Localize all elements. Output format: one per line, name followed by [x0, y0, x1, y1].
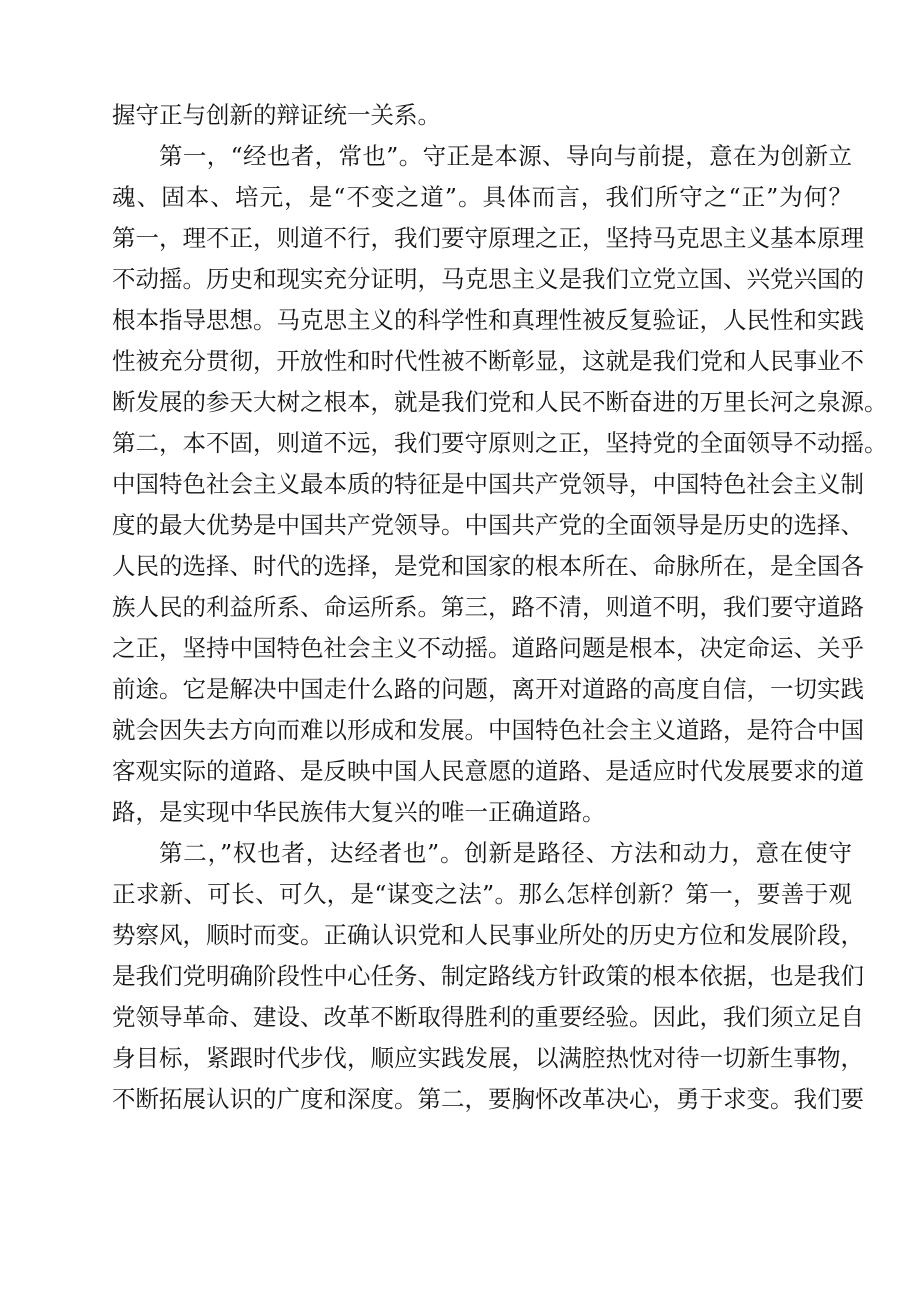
text-line: 前途。它是解决中国走什么路的问题，离开对道路的高度自信，一切实践	[112, 675, 864, 703]
text-line: 正求新、可长、可久，是“谋变之法”。那么怎样创新？第一，要善于观	[112, 880, 852, 908]
text-line: 之正，坚持中国特色社会主义不动摇。道路问题是根本，决定命运、关乎	[112, 634, 864, 662]
text-line: 党领导革命、建设、改革不断取得胜利的重要经验。因此，我们须立足自	[112, 1003, 864, 1031]
text-line: 身目标，紧跟时代步伐，顺应实践发展，以满腔热忱对待一切新生事物，	[112, 1044, 864, 1072]
body-text	[112, 95, 888, 1120]
text-line: 魂、固本、培元，是“不变之道”。具体而言，我们所守之“正”为何？	[112, 183, 852, 211]
text-line: 势察风，顺时而变。正确认识党和人民事业所处的历史方位和发展阶段，	[112, 921, 864, 949]
text-line: 握守正与创新的辩证统一关系。	[112, 101, 441, 129]
text-line: 中国特色社会主义最本质的特征是中国共产党领导，中国特色社会主义制	[112, 470, 864, 498]
paragraph-end-line: 路，是实现中华民族伟大复兴的唯一正确道路。	[112, 798, 606, 826]
text-line: 人民的选择、时代的选择，是党和国家的根本所在、命脉所在，是全国各	[112, 552, 864, 580]
text-line: 断发展的参天大树之根本，就是我们党和人民不断奋进的万里长河之泉源。	[112, 388, 888, 416]
text-line: 不动摇。历史和现实充分证明，马克思主义是我们立党立国、兴党兴国的	[112, 265, 864, 293]
text-line: 就会因失去方向而难以形成和发展。中国特色社会主义道路，是符合中国	[112, 716, 864, 744]
paragraph-start-line: 第一，“经也者，常也”。守正是本源、导向与前提，意在为创新立	[159, 142, 852, 170]
text-line: 族人民的利益所系、命运所系。第三，路不清，则道不明，我们要守道路	[112, 593, 864, 621]
text-line: 不断拓展认识的广度和深度。第二，要胸怀改革决心，勇于求变。我们要	[112, 1085, 864, 1113]
text-line: 是我们党明确阶段性中心任务、制定路线方针政策的根本依据，也是我们	[112, 962, 864, 990]
text-line: 性被充分贯彻，开放性和时代性被不断彰显，这就是我们党和人民事业不	[112, 347, 864, 375]
paragraph-start-line: 第二，”权也者，达经者也”。创新是路径、方法和动力，意在使守	[159, 839, 852, 867]
text-line: 第一，理不正，则道不行，我们要守原理之正，坚持马克思主义基本原理	[112, 224, 864, 252]
text-line: 第二，本不固，则道不远，我们要守原则之正，坚持党的全面领导不动摇。	[112, 429, 888, 457]
text-line: 度的最大优势是中国共产党领导。中国共产党的全面领导是历史的选择、	[112, 511, 864, 539]
text-line: 根本指导思想。马克思主义的科学性和真理性被反复验证，人民性和实践	[112, 306, 864, 334]
text-line: 客观实际的道路、是反映中国人民意愿的道路、是适应时代发展要求的道	[112, 757, 864, 785]
